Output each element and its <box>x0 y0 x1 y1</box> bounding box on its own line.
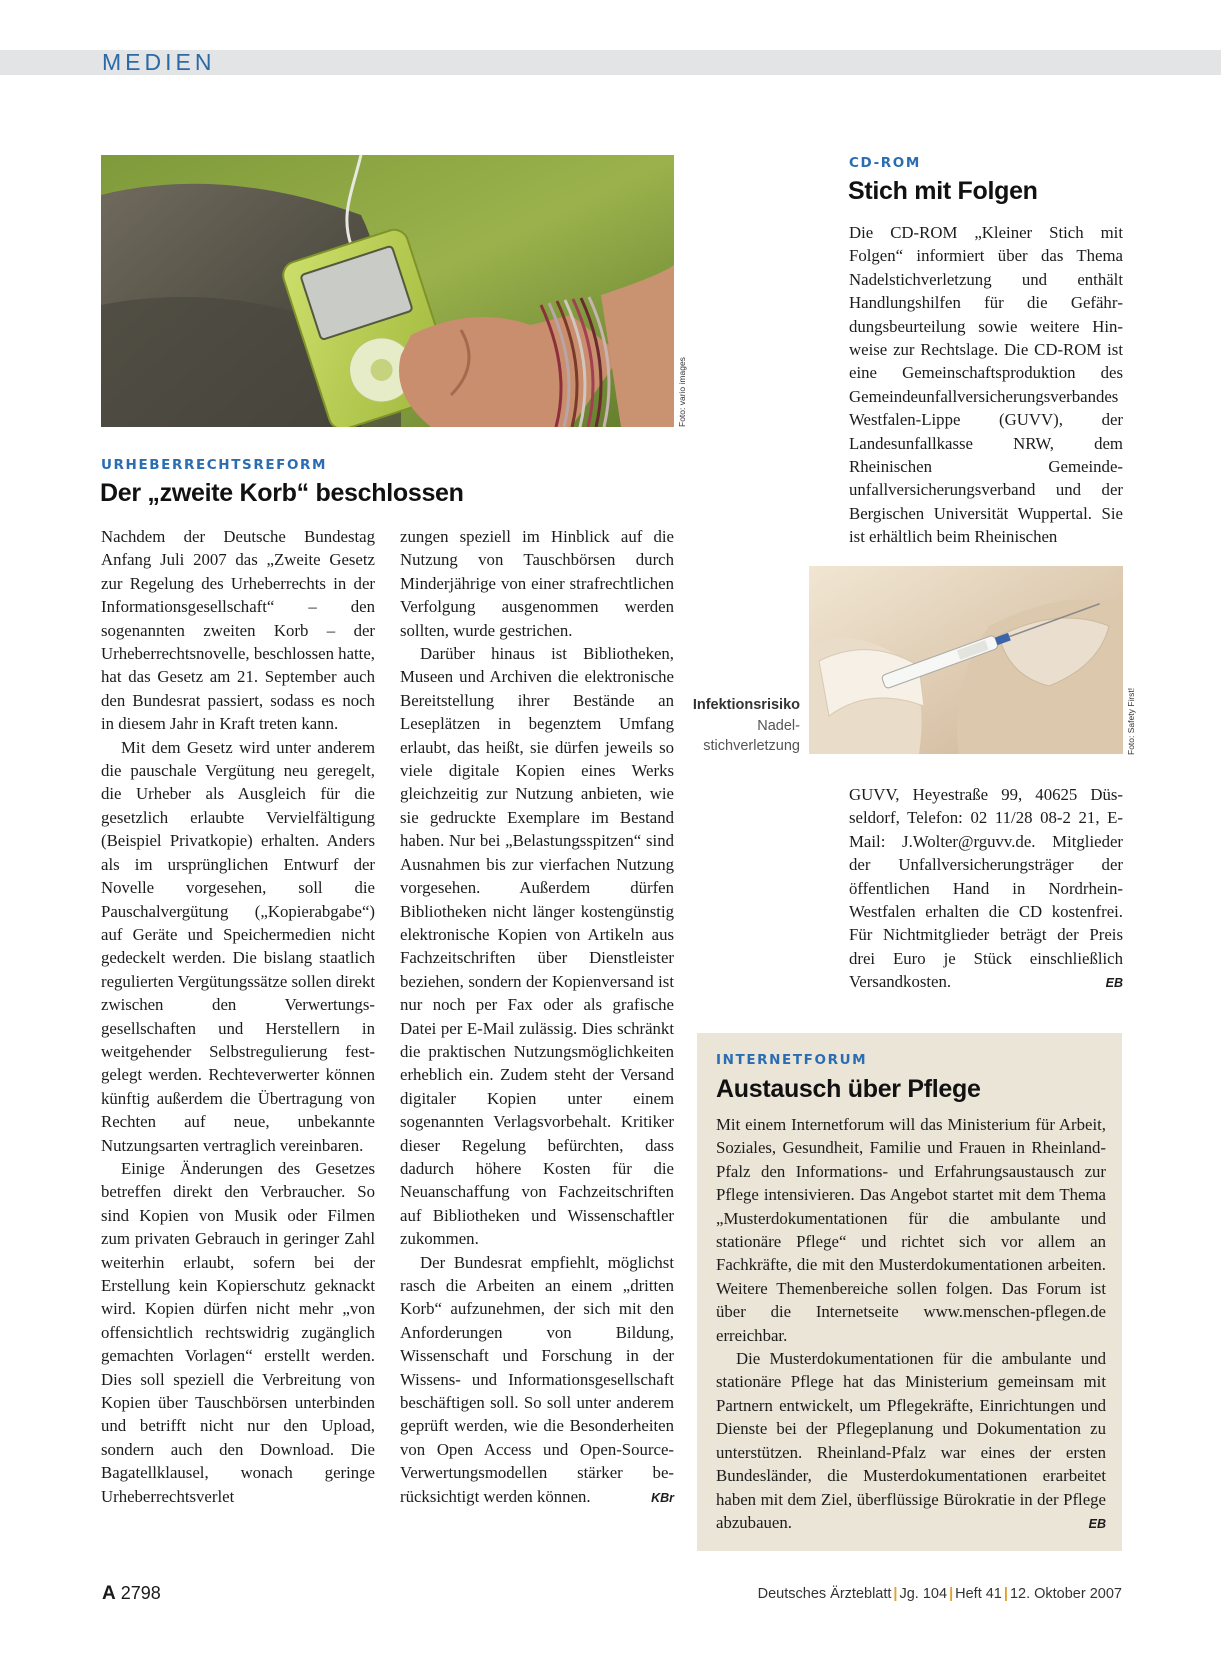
article1-headline: Der „zweite Korb“ beschlossen <box>100 479 464 507</box>
paragraph <box>716 1347 1106 1534</box>
separator: | <box>893 1586 898 1602</box>
paragraph: Einige Änderungen des Gesetzes betreffen direkt den Verbraucher. So sind Kopien von Musik oder Filmen zum privaten Gebrauch in geringer Zahl weiterhin erlaubt, sofern bei der Erstellung kein Kopierschutz geknackt wird. Kopien dürfen nicht mehr „von offensichtlich rechtswidrig zugänglich gemachten Vorlagen“ erstellt werden. Dies soll speziell die Verbreitung von Kopien über Tauschbörsen unterbinden und betrifft nicht nur den Upload, sondern auch den Download. Die Bagatellklausel, wonach geringe Urheberrechtsverlet <box>101 1158 375 1506</box>
article1-column-1 <box>101 525 375 1508</box>
article2-text-end: GUVV, Heyestraße 99, 40625 Düsseldorf, Telefon: 02 11/28 08-2 21, E-Mail: J.Wolter@rguvv.de. Mitglieder der Unfallversicherungsträger der öffentlichen Hand in Nordrhein-Westfalen erhalten die CD kostenfrei. Für Nichtmitglieder beträgt der Preis drei Euro je Stück einschließlich Versandkosten. <box>849 785 1123 992</box>
paragraph: Mit dem Gesetz wird unter anderem die pauschale Vergütung neu geregelt, die Urheber als Ausgleich für die gesetzlich erlaubte Vervielfältigung (Beispiel Privatkopie) erhalten. Anders als im ursprünglichen Entwurf der Novelle vorgesehen, soll die Pauschalvergütung („Kopierabgabe“) auf Geräte und Speichermedien nicht gedeckelt werden. Die bislang staatlich regulierten Vergütungssätze sollen direkt zwischen den Verwertungsgesellschaften und Herstellern in weitgehender Selbstregulierung festgelegt werden. Rechteverwerter können künftig außerdem die Übertragung von Rechten auf neue, unbekannte Nutzungsarten vertraglich vereinbaren. <box>101 737 375 1155</box>
paragraph: Die CD-ROM „Kleiner Stich mit Folgen“ informiert über das Thema Nadelstichverletzung und enthält Handlungshilfen für die Gefährdungsbeurteilung sowie weitere Hinweise zur Rechtslage. Die CD-ROM ist eine Gemeinschaftsproduktion des Gemeindeunfallversicherungsverbandes Westfalen-Lippe (GUVV), der Landesunfallkasse NRW, dem Rheinischen Gemeindeunfallversicherungsverband und der Bergischen Universität Wuppertal. Sie ist erhältlich beim Rheinischen <box>849 223 1123 547</box>
paragraph: zungen speziell im Hinblick auf die Nutzung von Tauschbörsen durch Minderjährige von einer strafrechtlichen Verfolgung ausgenommen werden sollten, wurde gestrichen. <box>400 527 674 640</box>
paragraph: Darüber hinaus ist Bibliotheken, Museen und Archiven die elektronische Bereitstellung ihrer Bestände an Leseplätzen in begenztem Umfang erlaubt, das heißt, sie dürfen jeweils so viele digitale Kopien eines Werks gleichzeitig zur Nutzung anbieten, wie sie gedruckte Exemplare im Bestand haben. Nur bei „Belastungsspitzen“ sind Ausnahmen bis zur vierfachen Nutzung vorgesehen. Außerdem dürfen Bibliotheken nicht länger kostengünstig elektronische Kopien von Artikeln aus Fachzeitschriften über Dienstleister beziehen, sondern der Kopienversand ist nur noch per Fax oder als grafische Datei per E-Mail zulässig. Dies schränkt die praktischen Nutzungsmöglichkeiten erheblich ein. Zudem steht der Versand digitaler Kopien unter einem sogenannten Verlagsvorbehalt. Kritiker dieser Regelung befürchten, dass dadurch höhere Kosten für die Neuanschaffung von Fachzeitschriften auf Bibliotheken und Wissenschaftler zukommen. <box>400 644 674 1249</box>
paragraph: Mit einem Internetforum will das Ministerium für Arbeit, Soziales, Gesundheit, Familie und Frauen in Rheinland-Pfalz den Informations- und Erfahrungsaustausch zur Pflege intensivieren. Das Angebot startet mit dem Thema „Musterdokumentationen für die ambulante und stationäre Pflege“ und richtet sich vor allem an Fachkräfte, die mit den Musterdokumentationen arbeiten. Weitere Themenbereiche sollen folgen. Das Forum ist über die Internetseite www.menschen-pflegen.de erreichbar. <box>716 1115 1106 1345</box>
article3-kicker: INTERNETFORUM <box>716 1052 868 1068</box>
journal-volume: Jg. 104 <box>899 1586 948 1602</box>
author-signature: KBr <box>651 1490 674 1505</box>
article2-text-bottom <box>849 783 1123 996</box>
mp3-player-photo <box>101 155 674 427</box>
section-label: MEDIEN <box>102 49 216 75</box>
author-signature: EB <box>1088 1516 1106 1531</box>
page-number-value: 2798 <box>120 1583 161 1603</box>
article1-kicker: URHEBERRECHTSREFORM <box>101 457 328 473</box>
journal-info <box>758 1586 1122 1602</box>
photo-credit-2: Foto: Safety First! <box>1126 687 1136 755</box>
journal-issue: Heft 41 <box>955 1586 1002 1602</box>
article2-kicker: CD-ROM <box>849 155 921 171</box>
article3-text-end: Die Musterdokumentationen für die ambulante und stationäre Pflege hat das Ministerium gemeinsam mit Partnern entwickelt, um Pflegekräfte, Einrichtungen und Dienste bei der Pflegeplanung und Dokumentation zu unterstützen. Rheinland-Pfalz war eines der ersten Bundesländer, die Musterdokumentationen erarbeitet haben mit dem Ziel, überflüssige Bürokratie in der Pflege abzubauen. <box>716 1349 1106 1532</box>
caption-text: Nadelstichverletzung <box>703 717 800 754</box>
photo-credit-1: Foto: vario images <box>677 357 687 427</box>
article1-text-end: Der Bundesrat empfiehlt, möglichst rasch die Arbeiten an einem „dritten Korb“ aufzunehmen, der sich mit den Anforderungen von Bildung, Wissenschaft und Forschung in der Wissens- und Informationsgesellschaft beschäftigen soll. So soll unter anderem geprüft werden, wie die Besonderheiten von Open Access und Open-Source-Verwertungsmodellen stärker berücksichtigt werden können. <box>400 1252 674 1506</box>
article1-column-2 <box>400 525 674 1510</box>
article3-text <box>716 1113 1106 1536</box>
photo-caption <box>688 695 800 757</box>
separator: | <box>1003 1586 1008 1602</box>
paragraph <box>849 783 1123 994</box>
paragraph: Nachdem der Deutsche Bundestag Anfang Juli 2007 das „Zweite Gesetz zur Regelung des Urheberrechts in der Informationsgesellschaft“ – den sogenannten zweiten Korb – der Urheberrechtsnovelle, beschlossen hatte, hat das Gesetz am 21. September auch den Bundesrat passiert, sodass es noch in diesem Jahr in Kraft treten kann. <box>101 527 375 734</box>
author-signature: EB <box>1105 976 1123 991</box>
article2-headline: Stich mit Folgen <box>848 177 1038 205</box>
journal-date: 12. Oktober 2007 <box>1009 1586 1122 1602</box>
separator: | <box>949 1586 954 1602</box>
journal-name: Deutsches Ärzteblatt <box>757 1586 892 1602</box>
syringe-photo <box>809 566 1123 754</box>
page-prefix: A <box>102 1583 116 1604</box>
paragraph <box>400 1251 674 1508</box>
caption-bold: Infektionsrisiko <box>692 697 800 713</box>
article2-text-top <box>849 221 1123 549</box>
article3-headline: Austausch über Pflege <box>716 1075 981 1103</box>
page-number <box>102 1583 161 1605</box>
